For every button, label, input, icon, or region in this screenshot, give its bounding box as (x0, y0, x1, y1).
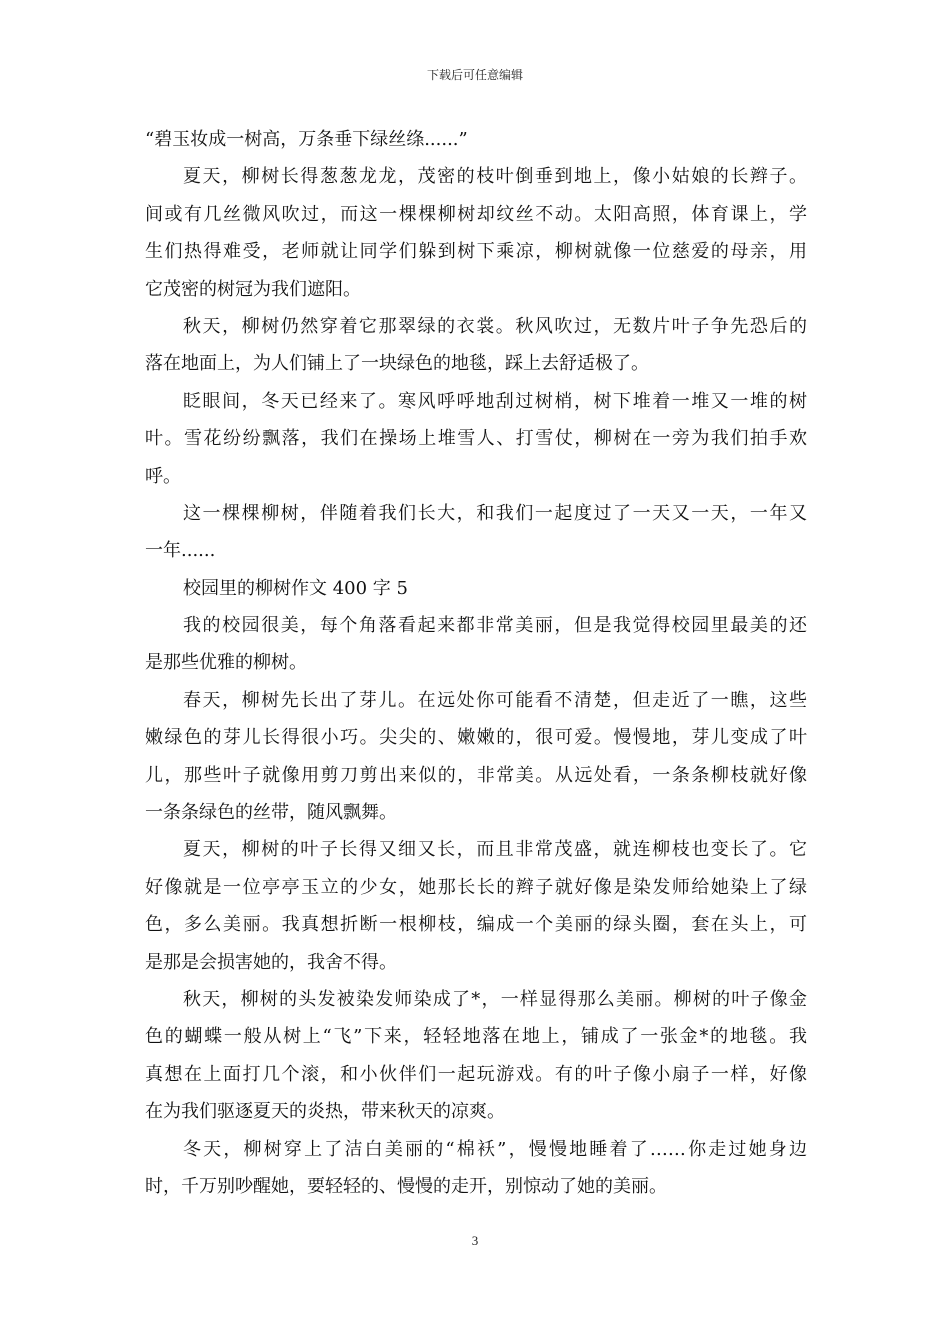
text-line: 眨眼间，冬天已经来了。寒风呼呼地刮过树梢，树下堆着一堆又一堆的树 (183, 390, 807, 412)
text-line: 叶。雪花纷纷飘落，我们在操场上堆雪人、打雪仗，柳树在一旁为我们拍手欢 (145, 428, 807, 450)
text-line: 时，千万别吵醒她，要轻轻的、慢慢的走开，别惊动了她的美丽。 (145, 1175, 667, 1197)
page-number: 3 (471, 1233, 479, 1248)
text-line: 一条条绿色的丝带，随风飘舞。 (145, 802, 397, 824)
document-body (145, 121, 807, 1205)
text-line: 它茂密的树冠为我们遮阳。 (145, 278, 361, 300)
text-line: 儿，那些叶子就像用剪刀剪出来似的，非常美。从远处看，一条条柳枝就好像 (145, 764, 807, 786)
text-line: 好像就是一位亭亭玉立的少女，她那长长的辫子就好像是染发师给她染上了绿 (145, 876, 807, 898)
text-line: 春天，柳树先长出了芽儿。在远处你可能看不清楚，但走近了一瞧，这些 (183, 689, 807, 711)
text-line: 夏天，柳树的叶子长得又细又长，而且非常茂盛，就连柳枝也变长了。它 (183, 839, 807, 861)
text-line: “碧玉妆成一树高，万条垂下绿丝绦......” (145, 129, 468, 150)
text-line: 嫩绿色的芽儿长得很小巧。尖尖的、嫩嫩的，很可爱。慢慢地，芽儿变成了叶 (145, 727, 807, 749)
text-line: 呼。 (145, 465, 181, 487)
text-line: 这一棵棵柳树，伴随着我们长大，和我们一起度过了一天又一天，一年又 (183, 502, 807, 524)
text-line: 校园里的柳树作文 400 字 5 (183, 577, 408, 599)
text-line: 色的蝴蝶一般从树上“飞”下来，轻轻地落在地上，铺成了一张金*的地毯。我 (145, 1026, 807, 1048)
text-line: 生们热得难受，老师就让同学们躲到树下乘凉，柳树就像一位慈爱的母亲，用 (145, 241, 807, 263)
text-line: 色，多么美丽。我真想折断一根柳枝，编成一个美丽的绿头圈，套在头上，可 (145, 914, 807, 936)
text-line: 是那些优雅的柳树。 (145, 652, 307, 674)
text-line: 秋天，柳树仍然穿着它那翠绿的衣裳。秋风吹过，无数片叶子争先恐后的 (183, 315, 807, 337)
text-line: 一年...... (145, 540, 216, 562)
text-line: 我的校园很美，每个角落看起来都非常美丽，但是我觉得校园里最美的还 (183, 615, 807, 637)
text-line: 是那是会损害她的，我舍不得。 (145, 951, 397, 973)
text-line: 落在地面上，为人们铺上了一块绿色的地毯，踩上去舒适极了。 (145, 353, 649, 375)
text-line: 间或有几丝微风吹过，而这一棵棵柳树却纹丝不动。太阳高照，体育课上，学 (145, 203, 807, 225)
text-line: 在为我们驱逐夏天的炎热，带来秋天的凉爽。 (145, 1101, 505, 1123)
text-line: 真想在上面打几个滚，和小伙伴们一起玩游戏。有的叶子像小扇子一样，好像 (145, 1063, 807, 1085)
text-line: 冬天，柳树穿上了洁白美丽的“棉袄”，慢慢地睡着了……你走过她身边 (183, 1138, 807, 1160)
text-line: 秋天，柳树的头发被染发师染成了*，一样显得那么美丽。柳树的叶子像金 (183, 988, 807, 1010)
text-line: 夏天，柳树长得葱葱龙龙，茂密的枝叶倒垂到地上，像小姑娘的长辫子。 (183, 166, 807, 188)
page-header: 下载后可任意编辑 (426, 68, 523, 82)
